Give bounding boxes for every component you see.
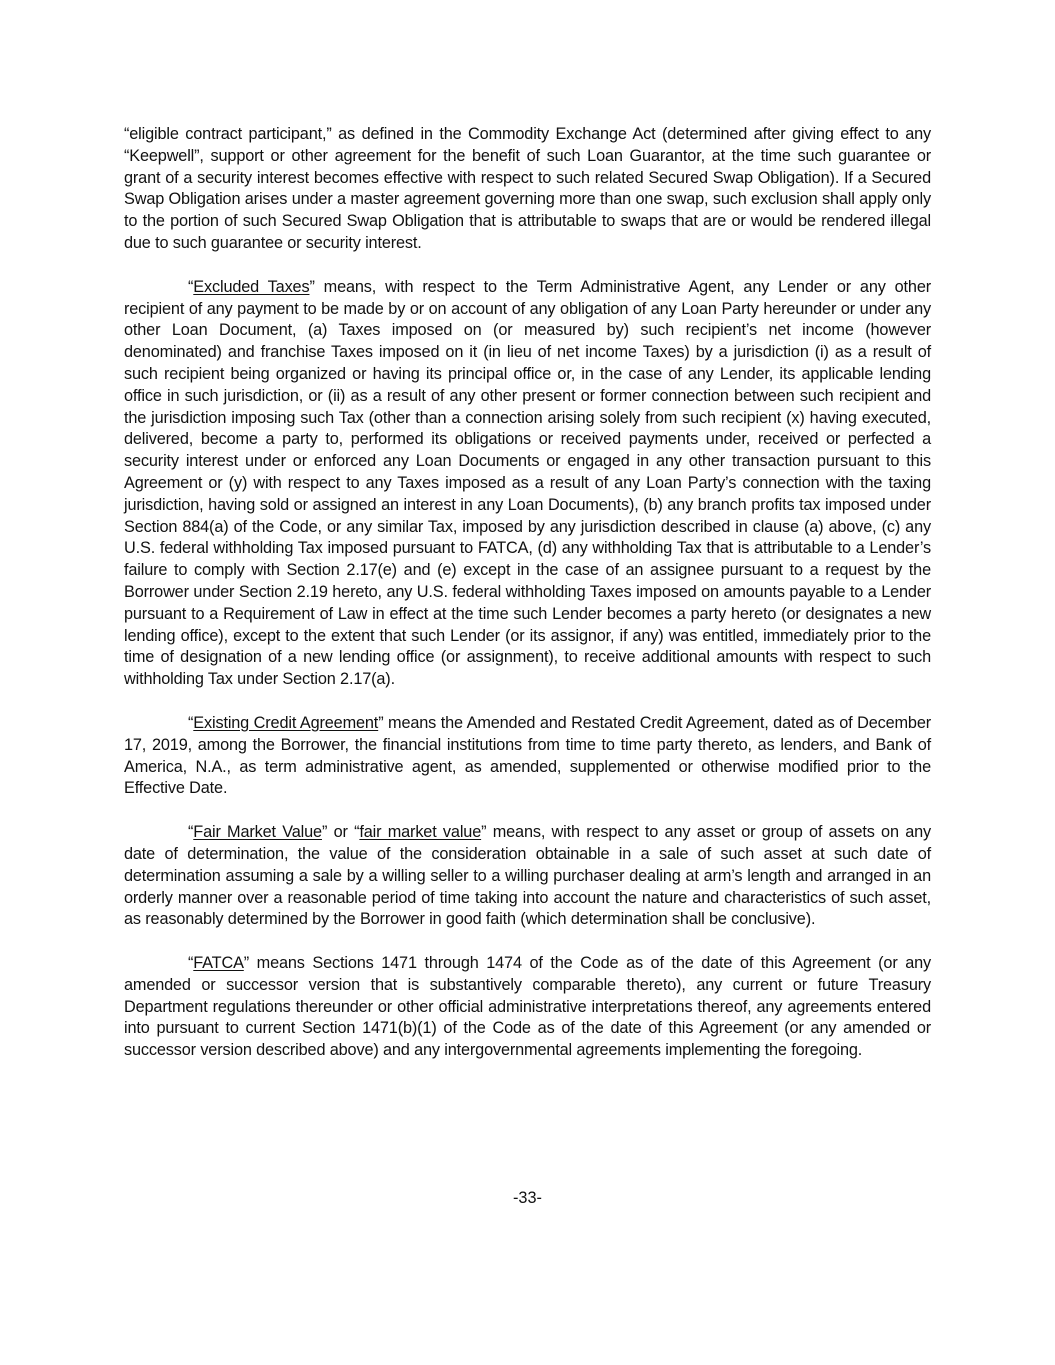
definition-excluded-taxes <box>124 277 931 691</box>
open-quote: “ <box>188 277 194 296</box>
open-quote: “ <box>188 713 194 732</box>
definition-body: means the Amended and Restated Credit Agreement, dated as of December 17, 2019, among the Borrower, the financial institutions from time to time party thereto, as lenders, and Bank of America, N.A., as term administrative agent, as amended, supplemented or otherwise modified prior to the Effective Date. <box>124 713 931 798</box>
close-quote: ” <box>309 277 315 296</box>
close-quote: ” <box>243 954 250 973</box>
defined-term: Existing Credit Agreement <box>193 713 379 732</box>
defined-term: FATCA <box>193 954 244 973</box>
continuation-paragraph: “eligible contract participant,” as defined in the Commodity Exchange Act (determined after giving effect to any “Keepwell”, support or other agreement for the benefit of such Loan Guarantor, at the time such guarantee or grant of a security interest becomes effective with respect to such related Secured Swap Obligation). If a Secured Swap Obligation arises under a master agreement governing more than one swap, such exclusion shall apply only to the portion of such Secured Swap Obligation that is attributable to swaps that are or would be rendered illegal due to such guarantee or security interest. <box>124 125 931 252</box>
defined-term: Fair Market Value <box>193 823 322 842</box>
definition-body: means, with respect to the Term Administrative Agent, any Lender or any other recipient of any payment to be made by or on account of any obligation of any Loan Party hereunder or under any other Loan Document, (a) Taxes imposed on (or measured by) such recipient’s net income (however denominated) and franchise Taxes imposed on it (in lieu of net income Taxes) by a jurisdiction (i) as a result of such recipient being organized or having its principal office or, in the case of any Lender, its applicable lending office in such jurisdiction, or (ii) as a result of any other present or former connection between such recipient and the jurisdiction imposing such Tax (other than a connection arising solely from such recipient (x) having executed, delivered, become a party to, performed its obligations or received payments under, received or perfected a security interest under or enforced any Loan Documents or engaged in any other transaction pursuant to this Agreement or (y) with respect to any Taxes imposed as a result of any Loan Party’s connection with the taxing jurisdiction, having sold or assigned an interest in any Loan Documents), (b) any branch profits tax imposed under Section 884(a) of the Code, or any similar Tax, imposed by any jurisdiction described in clause (a) above, (c) any U.S. federal withholding Tax imposed pursuant to FATCA, (d) any withholding Tax that is attributable to a Lender’s failure to comply with Section 2.17(e) and (e) except in the case of an assignee pursuant to a request by the Borrower under Section 2.19 hereto, any U.S. federal withholding Taxes imposed on amounts payable to a Lender pursuant to a Requirement of Law in effect at the time such Lender becomes a party hereto (or designates a new lending office), except to the extent that such Lender (or its assignor, if any) was entitled, immediately prior to the time of designation of a new lending office (or assignment), to receive additional amounts with respect to such withholding Tax under Section 2.17(a). <box>124 277 931 689</box>
close-quote: ” <box>481 823 487 842</box>
close-quote: ” <box>321 823 328 842</box>
open-quote: “ <box>188 823 194 842</box>
document-page <box>124 124 931 1084</box>
close-quote: ” <box>378 713 384 732</box>
page-number: -33- <box>513 1189 542 1207</box>
definition-body: means, with respect to any asset or group of assets on any date of determination, the value of the consideration obtainable in a sale of such asset at such date of determination assuming a sale by a willing seller to a willing purchaser dealing at arm’s length and arranged in an orderly manner over a reasonable period of time taking into account the nature and characteristics of such asset, as reasonably determined by the Borrower in good faith (which determination shall be conclusive). <box>124 823 932 929</box>
definition-body: means Sections 1471 through 1474 of the Code as of the date of this Agreement (or any amended or successor version that is substantively comparable thereto), any current or future Treasury Department regulations thereunder or other official administrative interpretations thereof, any agreements entered into pursuant to current Section 1471(b)(1) of the Code as of the date of this Agreement (or any amended or successor version described above) and any intergovernmental agreements implementing the foregoing. <box>124 954 931 1060</box>
open-quote: “ <box>188 954 194 973</box>
defined-term-alternate: fair market value <box>359 823 482 842</box>
term-connector: or “ <box>327 823 360 842</box>
definition-fair-market-value <box>124 822 931 931</box>
defined-term: Excluded Taxes <box>193 277 310 296</box>
definition-existing-credit-agreement <box>124 713 931 800</box>
definition-fatca <box>124 953 931 1062</box>
